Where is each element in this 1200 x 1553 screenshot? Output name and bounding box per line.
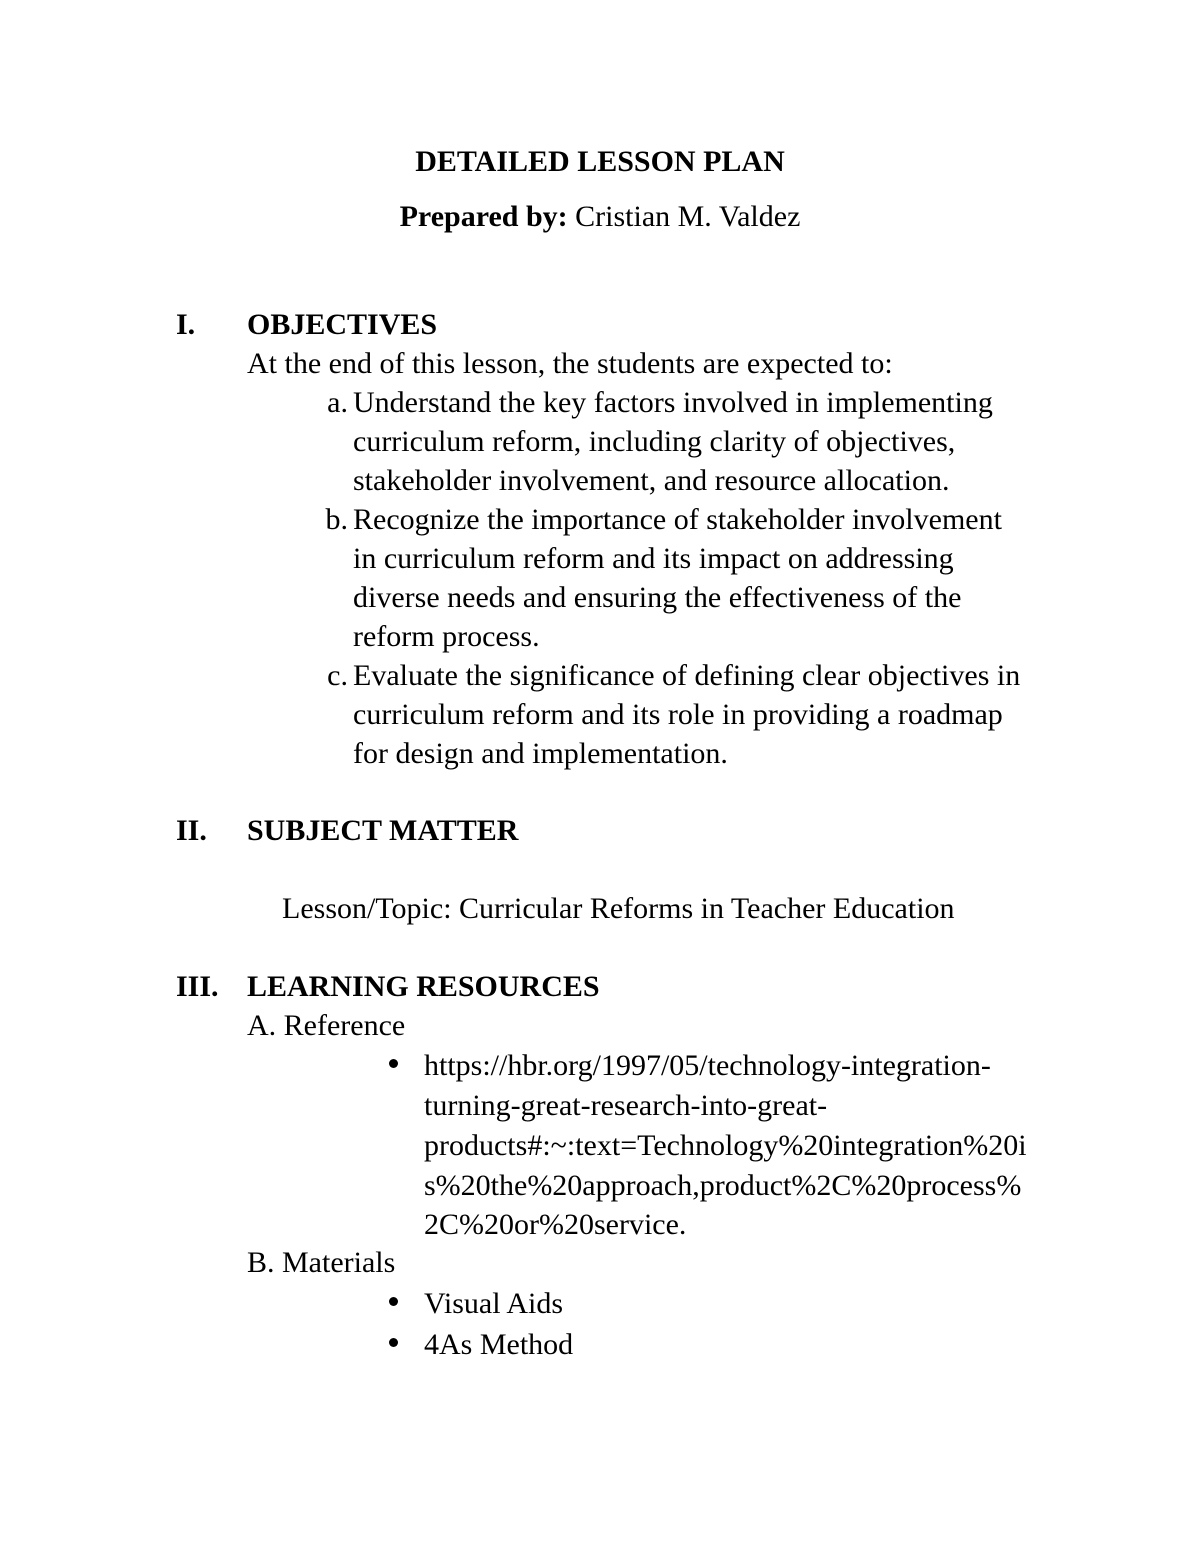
objective-a-line-1: Understand the key factors involved in implementing — [353, 386, 993, 419]
prepared-by-label: Prepared by: — [399, 200, 568, 233]
objective-b-line-2: in curriculum reform and its impact on addressing — [353, 542, 954, 575]
objective-a-line-2: curriculum reform, including clarity of objectives, — [353, 425, 956, 458]
bullet-icon — [389, 1059, 403, 1073]
reference-url-line-5: 2C%20or%20service. — [424, 1208, 687, 1241]
bullet-icon — [389, 1338, 403, 1352]
objective-c-line-1: Evaluate the significance of defining clear objectives in — [353, 659, 1021, 692]
objective-c-line-3: for design and implementation. — [353, 737, 728, 770]
document-title: DETAILED LESSON PLAN — [415, 145, 785, 178]
material-item: Visual Aids — [424, 1287, 564, 1320]
reference-url-line-1: https://hbr.org/1997/05/technology-integration- — [424, 1049, 991, 1082]
objective-c-line-2: curriculum reform and its role in providing a roadmap — [353, 698, 1003, 731]
materials-label: B. Materials — [247, 1246, 396, 1279]
reference-url-line-2: turning-great-research-into-great- — [424, 1089, 828, 1122]
section-numeral-objectives: I. — [176, 308, 196, 341]
objective-b-line-3: diverse needs and ensuring the effectiveness of the — [353, 581, 962, 614]
section-numeral-subject-matter: II. — [176, 814, 207, 847]
reference-label: A. Reference — [247, 1009, 406, 1042]
reference-url-line-3: products#:~:text=Technology%20integration%20i — [424, 1129, 1027, 1162]
objective-letter-c: c. — [327, 659, 348, 692]
bullet-icon — [389, 1297, 403, 1311]
objectives-intro: At the end of this lesson, the students are expected to: — [247, 347, 893, 380]
objective-b-line-1: Recognize the importance of stakeholder involvement — [353, 503, 1002, 536]
section-numeral-learning-resources: III. — [176, 970, 219, 1003]
objective-letter-b: b. — [325, 503, 348, 536]
section-heading-learning-resources: LEARNING RESOURCES — [247, 970, 600, 1003]
section-heading-objectives: OBJECTIVES — [247, 308, 438, 341]
lesson-topic: Lesson/Topic: Curricular Reforms in Teacher Education — [282, 892, 955, 925]
objective-b-line-4: reform process. — [353, 620, 540, 653]
reference-url-line-4: s%20the%20approach,product%2C%20process% — [424, 1169, 1022, 1202]
objective-a-line-3: stakeholder involvement, and resource allocation. — [353, 464, 950, 497]
objective-letter-a: a. — [327, 386, 348, 419]
prepared-by-line — [0, 197, 1200, 236]
prepared-by-name: Cristian M. Valdez — [575, 200, 801, 233]
material-item: 4As Method — [424, 1328, 574, 1361]
section-heading-subject-matter: SUBJECT MATTER — [247, 814, 519, 847]
